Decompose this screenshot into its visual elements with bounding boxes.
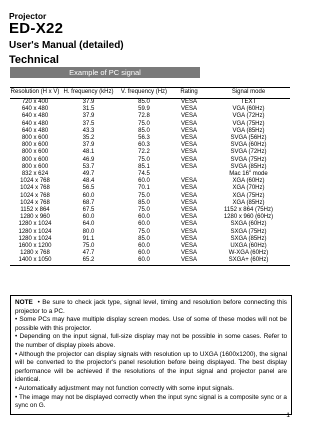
table-cell: 60.3 bbox=[138, 142, 150, 149]
table-cell: 800 x 600 bbox=[21, 149, 49, 156]
table-cell: VESA bbox=[180, 156, 197, 163]
table-body bbox=[10, 99, 290, 266]
table-cell: VESA bbox=[180, 214, 197, 221]
table-cell: 60.0 bbox=[82, 214, 95, 221]
table-cell: 35.2 bbox=[82, 135, 95, 142]
table-row bbox=[10, 164, 290, 171]
table-cell: VESA bbox=[180, 127, 197, 134]
note-text: • Be sure to check jack type, signal level, timing and resolution before connecting this projector to a PC. bbox=[15, 299, 287, 315]
table-row bbox=[10, 135, 290, 142]
table-cell: 56.5 bbox=[82, 185, 95, 192]
table-row bbox=[10, 157, 290, 164]
table-cell: 85.0 bbox=[138, 127, 150, 134]
table-row bbox=[10, 128, 290, 135]
table-cell: XGA (60Hz) bbox=[232, 178, 265, 185]
table-row bbox=[10, 142, 290, 149]
table-cell: VESA bbox=[180, 243, 197, 250]
table-cell: 75.0 bbox=[138, 207, 150, 214]
table-cell: 43.3 bbox=[82, 127, 95, 134]
table-cell: 1152 x 864 (75Hz) bbox=[224, 207, 273, 214]
table-row bbox=[10, 113, 290, 120]
table-cell: 75.0 bbox=[138, 156, 150, 163]
note-item: • The image may not be displayed correctly when the input sync signal is a composite sync or a sync on G. bbox=[15, 393, 287, 410]
table-cell: 640 x 480 bbox=[21, 113, 49, 120]
table-cell: SVGA (72Hz) bbox=[230, 149, 267, 156]
table-cell: 85.0 bbox=[138, 235, 150, 242]
note-label: NOTE bbox=[15, 299, 33, 306]
table-cell: 72.2 bbox=[138, 149, 150, 156]
table-cell: 800 x 600 bbox=[21, 142, 49, 149]
table-row bbox=[10, 178, 290, 185]
table-cell: VGA (75Hz) bbox=[232, 120, 265, 127]
table-cell: 1024 x 768 bbox=[20, 192, 50, 199]
table-row bbox=[10, 185, 290, 192]
table-cell: 60.0 bbox=[138, 214, 150, 221]
column-header-rating: Rating bbox=[171, 88, 207, 99]
table-cell: VESA bbox=[180, 135, 197, 142]
note-item bbox=[15, 299, 287, 316]
table-cell: 640 x 480 bbox=[21, 120, 49, 127]
table-cell: 37.9 bbox=[82, 99, 95, 105]
table-cell: 85.0 bbox=[138, 99, 150, 105]
table-cell: VESA bbox=[180, 178, 197, 185]
table-cell: 1024 x 768 bbox=[20, 178, 50, 185]
table-cell: 832 x 624 bbox=[21, 171, 49, 178]
table-cell: 53.7 bbox=[82, 163, 95, 170]
table-cell: 1280 x 1024 bbox=[18, 228, 52, 235]
table-cell: VESA bbox=[180, 235, 197, 242]
table-cell: 75.0 bbox=[138, 228, 150, 235]
table-cell: 65.2 bbox=[60, 257, 117, 265]
table-cell: 720 x 400 bbox=[21, 99, 49, 105]
table-cell: 85.1 bbox=[138, 163, 150, 170]
page-number: 1 bbox=[286, 412, 290, 419]
note-item: • Depending on the input signal, full-size display may not be possible in some cases. Refer to the number of display pixels above. bbox=[15, 333, 287, 349]
table-cell: 1024 x 768 bbox=[20, 199, 50, 206]
table-cell: 60.0 bbox=[138, 243, 150, 250]
table-cell: VESA bbox=[171, 257, 207, 265]
manual-title: User's Manual (detailed) bbox=[9, 40, 124, 51]
table-cell: VESA bbox=[180, 106, 197, 113]
table-cell: W-XGA (60Hz) bbox=[228, 250, 269, 257]
table-cell: 60.0 bbox=[82, 192, 95, 199]
table-cell: 60.0 bbox=[138, 178, 150, 185]
table-cell: Mac 16" mode bbox=[229, 171, 268, 178]
column-header-resolution: Resolution (H x V) bbox=[10, 88, 60, 99]
table-cell: 800 x 600 bbox=[21, 135, 49, 142]
table-cell: 1280 x 768 bbox=[20, 250, 50, 257]
table-cell: VESA bbox=[180, 142, 197, 149]
table-cell: 67.5 bbox=[82, 207, 95, 214]
table-cell: 68.7 bbox=[82, 199, 95, 206]
table-header-row bbox=[10, 88, 290, 99]
table-cell: SVGA (56Hz) bbox=[230, 135, 267, 142]
table-cell: 46.9 bbox=[82, 156, 95, 163]
table-cell: 37.9 bbox=[82, 142, 95, 149]
table-cell: 800 x 600 bbox=[21, 163, 49, 170]
table-cell: 640 x 480 bbox=[21, 106, 49, 113]
table-cell: 80.0 bbox=[82, 228, 95, 235]
table-row bbox=[10, 221, 290, 228]
table-cell: 1280 x 960 bbox=[20, 214, 50, 221]
table-cell: 800 x 600 bbox=[21, 156, 49, 163]
table-cell: 1024 x 768 bbox=[20, 185, 50, 192]
table-row bbox=[10, 193, 290, 200]
table-cell: 72.8 bbox=[138, 113, 150, 120]
table-row bbox=[10, 200, 290, 207]
table-cell: VESA bbox=[180, 250, 197, 257]
table-cell: 60.0 bbox=[117, 257, 171, 265]
table-row bbox=[10, 149, 290, 156]
table-cell: 48.4 bbox=[82, 178, 95, 185]
table-cell bbox=[171, 171, 207, 178]
table-cell: VESA bbox=[180, 149, 197, 156]
table-row bbox=[10, 99, 290, 107]
column-header-signal-mode: Signal mode bbox=[207, 88, 290, 99]
pc-signal-table bbox=[10, 87, 290, 266]
table-cell: VESA bbox=[180, 221, 197, 228]
table-cell: VESA bbox=[180, 120, 197, 127]
table-cell: SXGA (75Hz) bbox=[230, 228, 267, 235]
table-cell: SVGA (75Hz) bbox=[230, 156, 267, 163]
table-row bbox=[10, 106, 290, 113]
table-row bbox=[10, 236, 290, 243]
table-cell: 37.9 bbox=[82, 113, 95, 120]
table-cell: 75.0 bbox=[138, 120, 150, 127]
table-cell: 47.7 bbox=[82, 250, 95, 257]
table-cell: SXGA (60Hz) bbox=[230, 221, 267, 228]
table-cell: 31.5 bbox=[82, 106, 95, 113]
table-cell: SXGA+ (60Hz) bbox=[207, 257, 290, 265]
table-row bbox=[10, 229, 290, 236]
header-category: Projector bbox=[9, 11, 47, 21]
table-cell: VESA bbox=[180, 99, 197, 105]
table-cell: VESA bbox=[180, 163, 197, 170]
table-cell: 74.5 bbox=[138, 171, 150, 178]
table-cell: VESA bbox=[180, 192, 197, 199]
table-cell: 48.1 bbox=[82, 149, 95, 156]
table-row bbox=[10, 257, 290, 265]
table-cell: VESA bbox=[180, 113, 197, 120]
table-cell: 64.0 bbox=[82, 221, 95, 228]
table-cell: SVGA (85Hz) bbox=[230, 163, 267, 170]
table-cell: VESA bbox=[180, 185, 197, 192]
table-cell: 91.1 bbox=[82, 235, 95, 242]
table-cell: VESA bbox=[180, 228, 197, 235]
table-cell: XGA (70Hz) bbox=[232, 185, 265, 192]
table-cell: VESA bbox=[180, 207, 197, 214]
section-banner: Example of PC signal bbox=[10, 67, 200, 78]
note-box bbox=[10, 295, 292, 415]
table-cell: 1600 x 1200 bbox=[18, 243, 52, 250]
column-header-v-frequency: V. frequency (Hz) bbox=[117, 88, 171, 99]
table-cell: 49.7 bbox=[82, 171, 95, 178]
table-cell: 56.3 bbox=[138, 135, 150, 142]
section-title: Technical bbox=[9, 54, 59, 66]
table-cell: 1280 x 1024 bbox=[18, 221, 52, 228]
note-item: • Although the projector can display signals with resolution up to UXGA (1600x1200), the signal will be converted to the projector's panel resolution before being displayed. The best display performance will be achieved if the resolutions of the input signal and projector panel are identical. bbox=[15, 350, 287, 384]
table-row bbox=[10, 243, 290, 250]
table-cell: 1280 x 1024 bbox=[18, 235, 52, 242]
note-item: • Automatically adjustment may not function correctly with some input signals. bbox=[15, 384, 234, 392]
table-cell: 60.0 bbox=[138, 221, 150, 228]
table-cell: 37.5 bbox=[82, 120, 95, 127]
table-cell: 640 x 480 bbox=[21, 127, 49, 134]
table-row bbox=[10, 207, 290, 214]
table-cell: VESA bbox=[180, 199, 197, 206]
table-cell: VGA (60Hz) bbox=[232, 106, 265, 113]
table-cell: XGA (75Hz) bbox=[232, 192, 265, 199]
table-row bbox=[10, 214, 290, 221]
table-cell: 60.0 bbox=[138, 250, 150, 257]
table-cell: VGA (85Hz) bbox=[232, 127, 265, 134]
table-cell: 1280 x 960 (60Hz) bbox=[223, 214, 274, 221]
table-cell: 70.1 bbox=[138, 185, 150, 192]
table-cell: 59.9 bbox=[138, 106, 150, 113]
table-cell: SXGA (85Hz) bbox=[230, 235, 267, 242]
table-cell: 1400 x 1050 bbox=[10, 257, 60, 265]
table-cell: SVGA (60Hz) bbox=[230, 142, 267, 149]
table-cell: VGA (72Hz) bbox=[232, 113, 265, 120]
column-header-h-frequency: H. frequency (kHz) bbox=[60, 88, 117, 99]
table-cell: XGA (85Hz) bbox=[232, 199, 265, 206]
note-item: • Some PCs may have multiple display screen modes. Use of some of these modes will not be possible with this projector. bbox=[15, 316, 287, 332]
table-row bbox=[10, 121, 290, 128]
table-cell: TEXT bbox=[240, 99, 257, 105]
table-row bbox=[10, 171, 290, 178]
header-model: ED-X22 bbox=[9, 20, 64, 37]
table-cell: 1152 x 864 bbox=[20, 207, 50, 214]
table-cell: 75.0 bbox=[82, 243, 95, 250]
table-cell: 75.0 bbox=[138, 192, 150, 199]
table-row bbox=[10, 250, 290, 257]
table-cell: UXGA (60Hz) bbox=[230, 243, 267, 250]
table-cell: 85.0 bbox=[138, 199, 150, 206]
